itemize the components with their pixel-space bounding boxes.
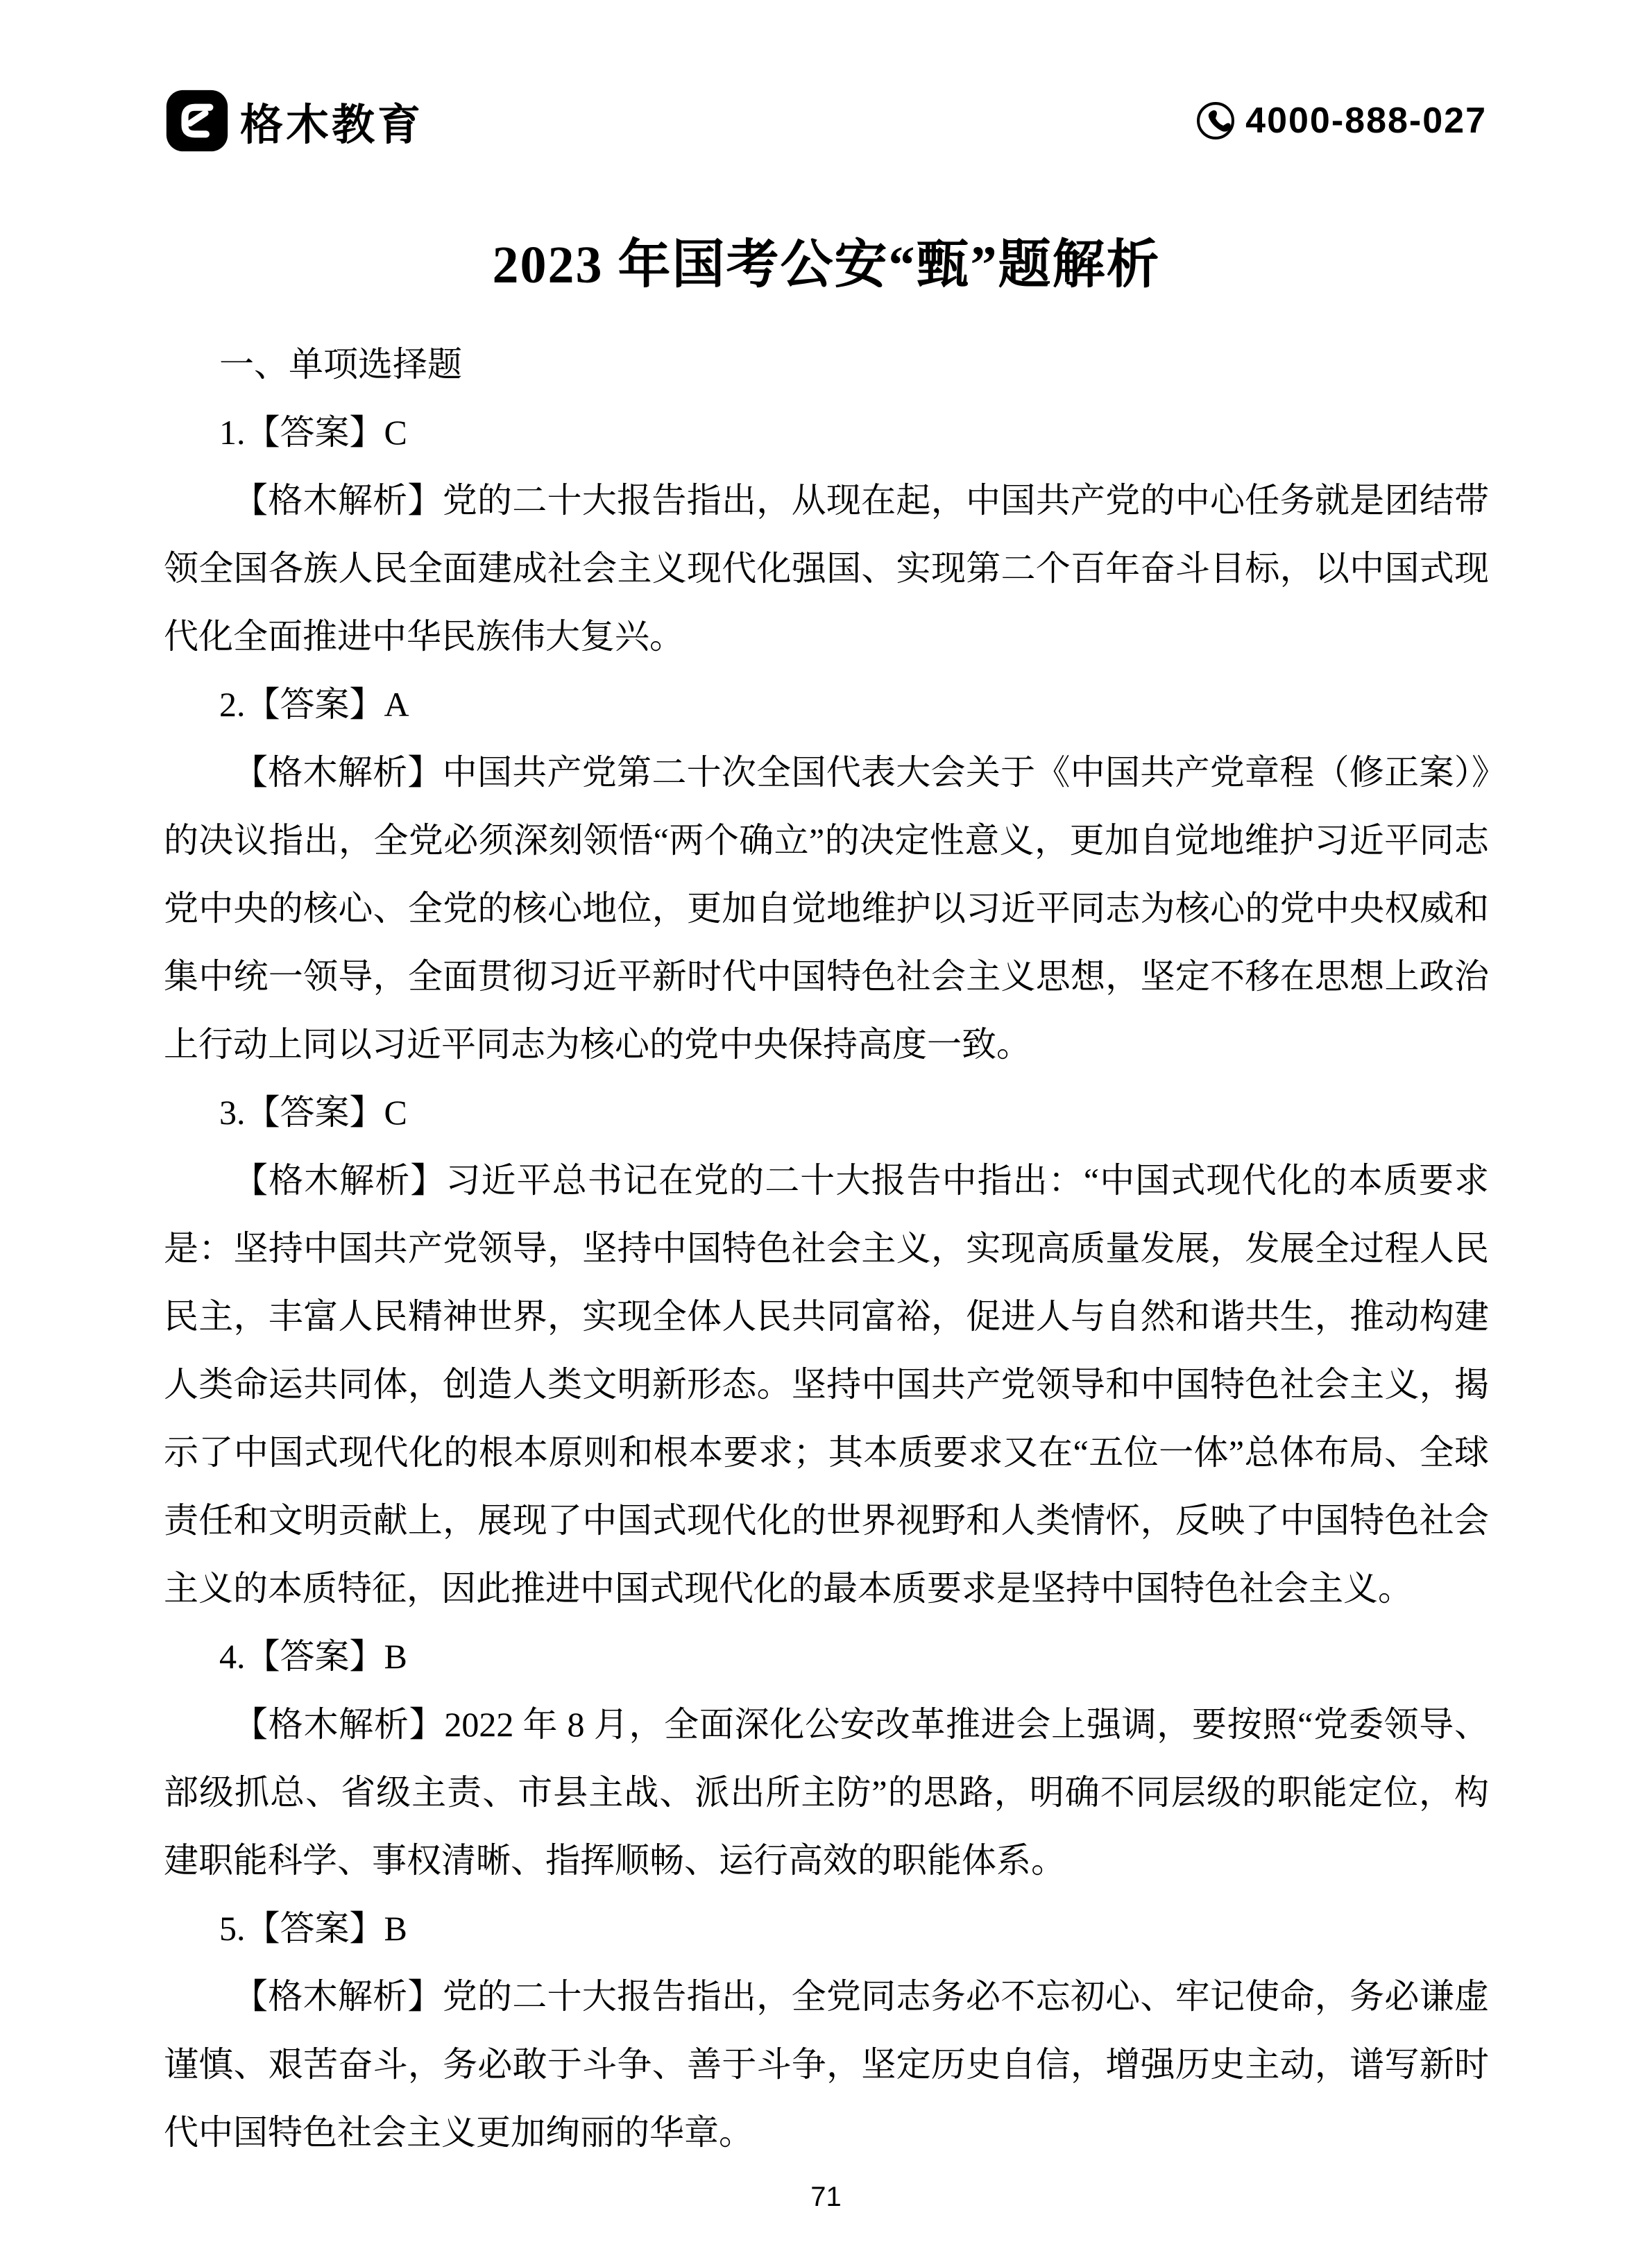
document-body — [164, 223, 1489, 2166]
analysis-paragraph-4: 【格木解析】2022 年 8 月，全面深化公安改革推进会上强调，要按照“党委领导、部级抓总、省级主责、市县主战、派出所主防”的思路，明确不同层级的职能定位，构建职能科学、事权清晰、指挥顺畅、运行高效的职能体系。 — [164, 1705, 1489, 1880]
page-footer — [0, 2182, 1652, 2213]
answer-line-2: 2.【答案】A — [219, 685, 409, 724]
contact-phone — [1195, 100, 1487, 142]
analysis-paragraph-2: 【格木解析】中国共产党第二十次全国代表大会关于《中国共产党章程（修正案）》的决议指出，全党必须深刻领悟“两个确立”的决定性意义，更加自觉地维护习近平同志党中央的核心、全党的核心地位，更加自觉地维护以习近平同志为核心的党中央权威和集中统一领导，全面贯彻习近平新时代中国特色社会主义思想，坚定不移在思想上政治上行动上同以习近平同志为核心的党中央保持高度一致。 — [164, 753, 1489, 1064]
brand-name: 格木教育 — [240, 101, 424, 149]
analysis-paragraph-5: 【格木解析】党的二十大报告指出，全党同志务必不忘初心、牢记使命，务必谦虚谨慎、艰苦奋斗，务必敢于斗争、善于斗争，坚定历史自信，增强历史主动，谱写新时代中国特色社会主义更加绚丽的华章。 — [164, 1977, 1489, 2152]
phone-icon — [1195, 101, 1236, 141]
page-title: 2023 年国考公安“甄”题解析 — [492, 236, 1161, 294]
analysis-paragraph-3: 【格木解析】习近平总书记在党的二十大报告中指出：“中国式现代化的本质要求是：坚持中国共产党领导，坚持中国特色社会主义，实现高质量发展，发展全过程人民民主，丰富人民精神世界，实现全体人民共同富裕，促进人与自然和谐共生，推动构建人类命运共同体，创造人类文明新形态。坚持中国共产党领导和中国特色社会主义，揭示了中国式现代化的根本原则和根本要求；其本质要求又在“五位一体”总体布局、全球责任和文明贡献上，展现了中国式现代化的世界视野和人类情怀，反映了中国特色社会主义的本质特征，因此推进中国式现代化的最本质要求是坚持中国特色社会主义。 — [164, 1161, 1489, 1608]
answer-line-3: 3.【答案】C — [219, 1093, 407, 1132]
gemu-logo-icon — [165, 89, 229, 153]
phone-number: 4000-888-027 — [1245, 101, 1487, 141]
page-number: 71 — [810, 2182, 842, 2212]
brand-logo — [165, 89, 423, 153]
analysis-paragraph-1: 【格木解析】党的二十大报告指出，从现在起，中国共产党的中心任务就是团结带领全国各族人民全面建成社会主义现代化强国、实现第二个百年奋斗目标，以中国式现代化全面推进中华民族伟大复兴。 — [164, 481, 1489, 656]
section-heading: 一、单项选择题 — [219, 345, 462, 384]
answer-line-4: 4.【答案】B — [219, 1637, 407, 1676]
page-header — [165, 89, 1487, 153]
answer-line-5: 5.【答案】B — [219, 1909, 407, 1948]
answer-line-1: 1.【答案】C — [219, 413, 407, 452]
